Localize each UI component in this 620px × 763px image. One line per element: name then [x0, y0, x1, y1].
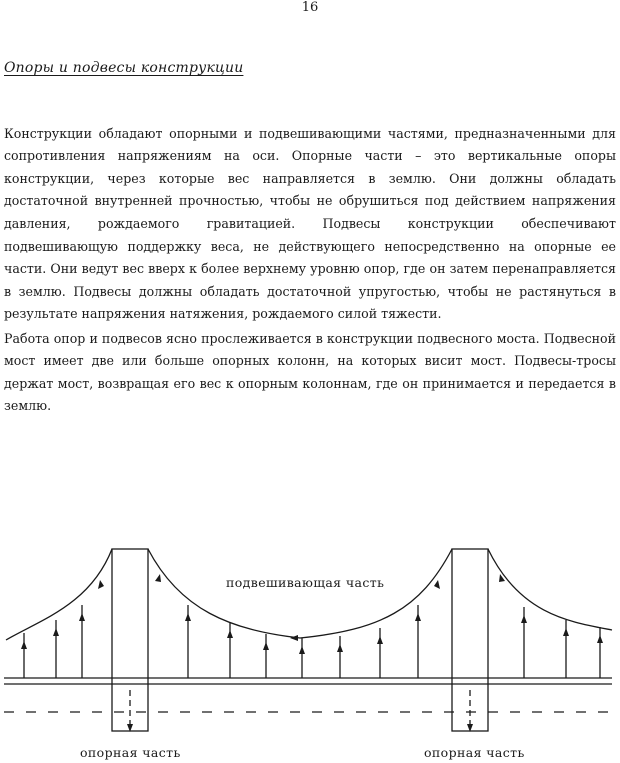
- suspension-bridge-diagram: [0, 530, 620, 763]
- label-suspension-part: подвешивающая часть: [226, 575, 385, 590]
- section-heading: Опоры и подвесы конструкции: [4, 60, 244, 76]
- paragraph-2: Работа опор и подвесов ясно прослеживается в конструкции подвесного моста. Подвесной мост имеет две или больше опорных колонн, на которых висит мост. Подвесы-тросы держат мост, возвращая его вес к опорным колоннам, где он принимается и передается в землю.: [4, 330, 616, 414]
- suspenders: [24, 605, 600, 678]
- label-support-part-right: опорная часть: [424, 745, 525, 760]
- arrowheads: [21, 574, 603, 732]
- label-support-part-left: опорная часть: [80, 745, 181, 760]
- page-number: 16: [301, 0, 319, 15]
- main-cable: [6, 549, 612, 640]
- paragraph-1: Конструкции обладают опорными и подвешивающими частями, предназначенными для сопротивления напряжениям на оси. Опорные части – это вертикальные опоры конструкции, через которые вес направляется в землю. Они должны обладать достаточной внутренней прочностью, чтобы не обрушиться под действием напряжения давления, рождаемого гравитацией. Подвесы конструкции обеспечивают подвешивающую поддержку веса, не действующего непосредственно на опорные ее части. Они ведут вес вверх к более верхнему уровню опор, где он затем перенаправляется в землю. Подвесы должны обладать достаточной упругостью, чтобы не растянуться в результате напряжения натяжения, рождаемого силой тяжести.: [4, 125, 616, 322]
